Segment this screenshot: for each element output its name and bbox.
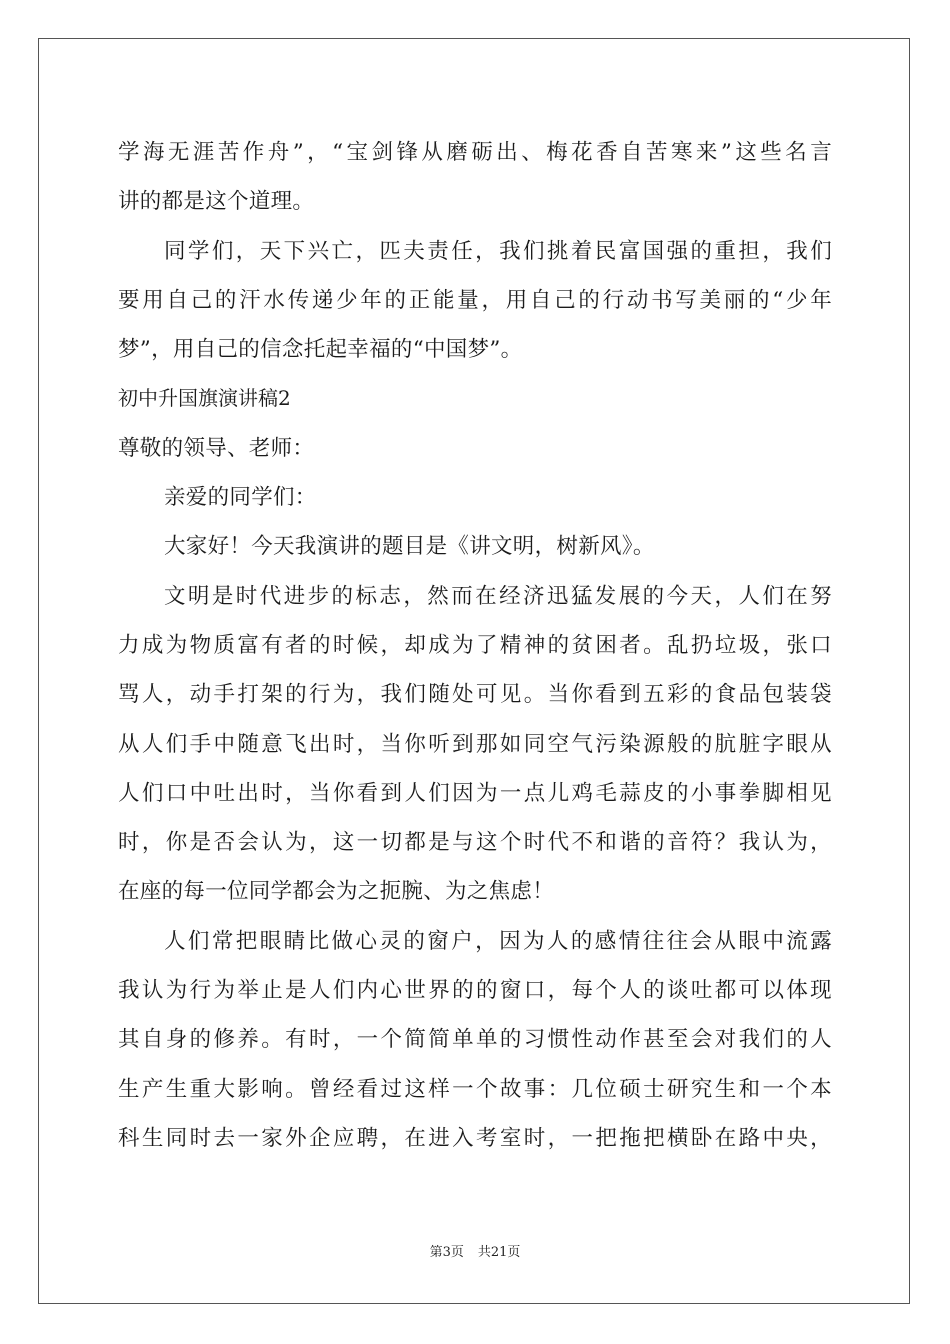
paragraph-line: 科生同时去一家外企应聘，在进入考室时，一把拖把横卧在路中央， bbox=[118, 1125, 832, 1151]
paragraph-line: 梦”，用自己的信念托起幸福的“中国梦”。 bbox=[118, 337, 523, 363]
section-heading: 初中升国旗演讲稿2 bbox=[118, 386, 291, 411]
paragraph-line: 要用自己的汗水传递少年的正能量，用自己的行动书写美丽的“少年 bbox=[118, 287, 832, 313]
paragraph-line: 大家好！今天我演讲的题目是《讲文明，树新风》。 bbox=[164, 534, 655, 560]
page-footer bbox=[0, 1241, 950, 1260]
page-total: 共21页 bbox=[477, 1245, 521, 1260]
paragraph-line: 力成为物质富有者的时候，却成为了精神的贫困者。乱扔垃圾，张口 bbox=[118, 632, 832, 658]
paragraph-line: 讲的都是这个道理。 bbox=[118, 189, 315, 215]
paragraph-line: 生产生重大影响。曾经看过这样一个故事：几位硕士研究生和一个本 bbox=[118, 1076, 832, 1102]
paragraph-line: 其自身的修养。有时，一个简简单单的习惯性动作甚至会对我们的人 bbox=[118, 1027, 832, 1053]
paragraph-line: 骂人，动手打架的行为，我们随处可见。当你看到五彩的食品包装袋 bbox=[118, 682, 832, 708]
paragraph-line: 我认为行为举止是人们内心世界的的窗口，每个人的谈吐都可以体现 bbox=[118, 978, 832, 1004]
salutation: 亲爱的同学们： bbox=[164, 485, 317, 511]
salutation: 尊敬的领导、老师： bbox=[118, 435, 315, 461]
paragraph-line: 从人们手中随意飞出时，当你听到那如同空气污染源般的肮脏字眼从 bbox=[118, 731, 832, 757]
paragraph-line: 在座的每一位同学都会为之扼腕、为之焦虑！ bbox=[118, 879, 555, 905]
paragraph-line: 人们常把眼睛比做心灵的窗户，因为人的感情往往会从眼中流露 bbox=[164, 928, 832, 954]
paragraph-line: 文明是时代进步的标志，然而在经济迅猛发展的今天，人们在努 bbox=[164, 583, 832, 609]
page-number: 第3页 bbox=[429, 1245, 464, 1260]
paragraph-line: 人们口中吐出时，当你看到人们因为一点儿鸡毛蒜皮的小事拳脚相见 bbox=[118, 780, 832, 806]
paragraph-line: 时，你是否会认为，这一切都是与这个时代不和谐的音符？我认为， bbox=[118, 830, 832, 856]
paragraph-line: 同学们，天下兴亡，匹夫责任，我们挑着民富国强的重担，我们 bbox=[164, 238, 832, 264]
document-body bbox=[118, 128, 832, 1163]
paragraph-line: 学海无涯苦作舟”，“宝剑锋从磨砺出、梅花香自苦寒来”这些名言 bbox=[118, 140, 832, 165]
